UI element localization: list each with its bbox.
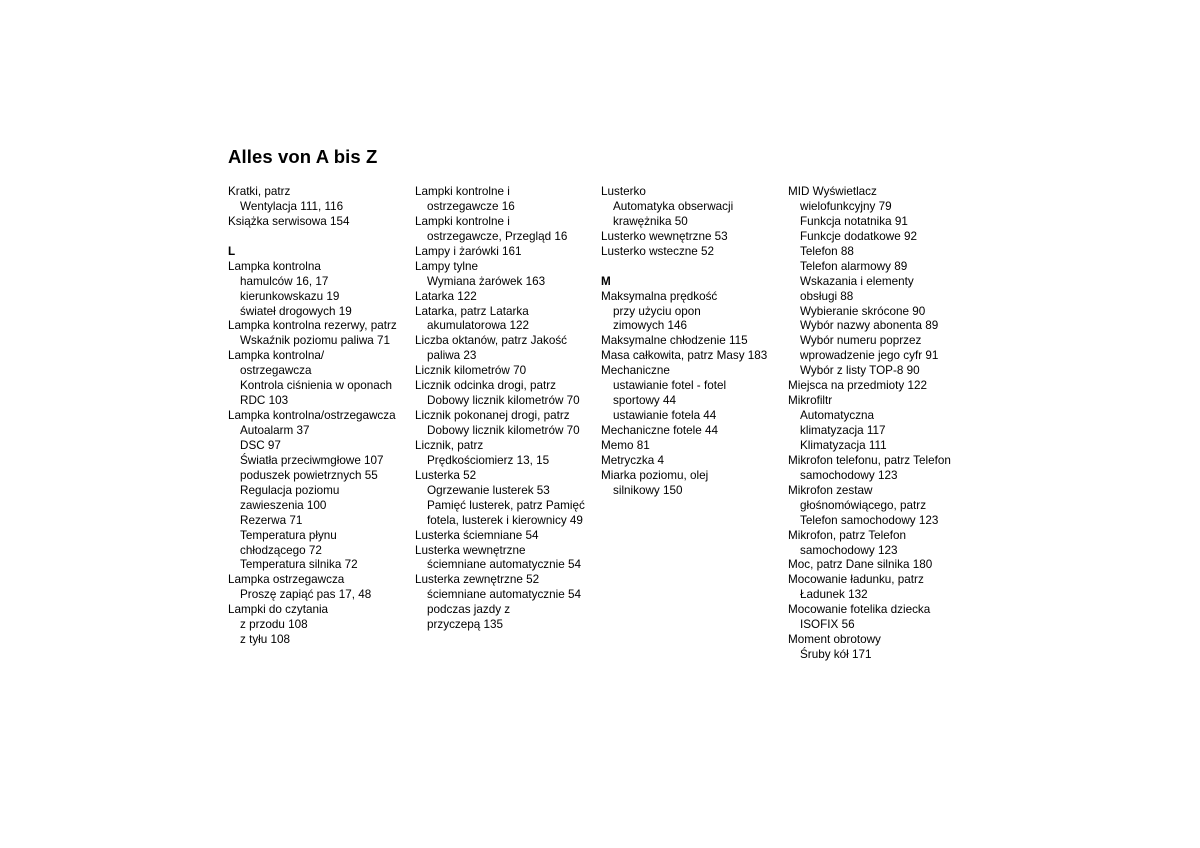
index-entry: Mikrofon telefonu, patrz Telefon	[788, 453, 951, 467]
index-subentry: wprowadzenie jego cyfr 91	[800, 349, 939, 363]
index-subentry: klimatyzacja 117	[800, 424, 886, 437]
index-subentry: Wybór z listy TOP-8 90	[800, 364, 920, 378]
index-subentry: Proszę zapiąć pas 17, 48	[240, 588, 372, 602]
index-entry: Miarka poziomu, olej	[601, 468, 709, 482]
index-entry: Mechaniczne fotele 44	[601, 424, 718, 437]
index-entry: Mocowanie fotelika dziecka	[788, 603, 931, 617]
index-subentry: głośnomówiącego, patrz	[800, 498, 927, 512]
index-entry: Lampki kontrolne i	[415, 214, 510, 228]
index-entry: Mikrofon zestaw	[788, 483, 873, 497]
index-subentry: przyczepą 135	[427, 618, 504, 632]
index-subentry: podczas jazdy z	[427, 603, 511, 617]
index-subentry: RDC 103	[240, 394, 289, 408]
index-subentry: sportowy 44	[613, 394, 677, 408]
index-subentry: samochodowy 123	[800, 468, 898, 482]
index-subentry: Dobowy licznik kilometrów 70	[427, 424, 580, 437]
index-entry: Książka serwisowa 154	[228, 214, 350, 228]
index-column-1	[228, 185, 414, 648]
index-entry: Metryczka 4	[601, 453, 664, 467]
index-entry: Mikrofon, patrz Telefon	[788, 528, 907, 542]
index-subentry: z przodu 108	[240, 618, 308, 632]
index-subentry: Automatyka obserwacji	[613, 199, 734, 213]
index-subentry: silnikowy 150	[613, 483, 683, 497]
index-subentry: Telefon alarmowy 89	[800, 259, 908, 273]
index-subentry: Autoalarm 37	[240, 424, 310, 437]
index-subentry: Funkcja notatnika 91	[800, 214, 908, 228]
index-entry: Lusterka wewnętrzne	[415, 543, 526, 557]
index-subentry: Regulacja poziomu	[240, 483, 340, 497]
index-subentry: poduszek powietrznych 55	[240, 468, 378, 482]
index-subentry: Telefon samochodowy 123	[800, 513, 939, 527]
index-entry: Lusterko wewnętrzne 53	[601, 229, 728, 243]
index-subentry: akumulatorowa 122	[427, 319, 530, 333]
index-entry: Latarka, patrz Latarka	[415, 304, 529, 318]
index-subentry: DSC 97	[240, 438, 281, 452]
index-entry: Mechaniczne	[601, 364, 670, 378]
index-subentry: Śruby kół 171	[800, 648, 872, 662]
index-subentry: Ładunek 132	[800, 588, 868, 602]
index-subentry: paliwa 23	[427, 349, 477, 363]
index-letter-heading: M	[601, 274, 611, 288]
index-entry: Lusterka zewnętrzne 52	[415, 573, 540, 587]
index-subentry: ustawianie fotel - fotel	[613, 379, 727, 393]
index-entry: Liczba oktanów, patrz Jakość	[415, 334, 568, 348]
index-subentry: hamulców 16, 17	[240, 274, 329, 288]
index-entry: Lampka kontrolna rezerwy, patrz	[228, 319, 397, 333]
index-entry: Licznik, patrz	[415, 438, 484, 452]
index-subentry: krawężnika 50	[613, 214, 688, 228]
index-spacer	[228, 230, 414, 245]
index-subentry: ostrzegawcze 16	[427, 199, 515, 213]
index-subentry: Klimatyzacja 111	[800, 438, 887, 452]
index-subentry: Światła przeciwmgłowe 107	[240, 453, 384, 467]
index-entry: Lampy i żarówki 161	[415, 244, 522, 258]
index-subentry: Wymiana żarówek 163	[427, 274, 546, 288]
index-entry: Moc, patrz Dane silnika 180	[788, 558, 933, 572]
index-subentry: Ogrzewanie lusterek 53	[427, 483, 550, 497]
index-subentry: ściemniane automatycznie 54	[427, 588, 581, 602]
index-entry: Memo 81	[601, 438, 650, 452]
index-spacer	[601, 260, 787, 275]
index-subentry: świateł drogowych 19	[240, 304, 352, 318]
page-title: Alles von A bis Z	[228, 146, 378, 167]
index-subentry: ISOFIX 56	[800, 618, 855, 632]
index-entry: Lusterka ściemniane 54	[415, 528, 539, 542]
index-subentry: przy użyciu opon	[613, 304, 701, 318]
index-subentry: kierunkowskazu 19	[240, 289, 340, 303]
index-letter-heading: L	[228, 244, 236, 258]
index-entry: Latarka 122	[415, 289, 477, 303]
index-column-4	[788, 185, 974, 663]
index-entry: Lampki do czytania	[228, 603, 329, 617]
index-subentry: ostrzegawcza	[240, 364, 312, 378]
index-entry: Licznik odcinka drogi, patrz	[415, 379, 556, 393]
index-entry: Miejsca na przedmioty 122	[788, 379, 928, 393]
index-entry: Lampki kontrolne i	[415, 185, 510, 198]
index-subentry: zawieszenia 100	[240, 498, 327, 512]
index-entry: Lampka ostrzegawcza	[228, 573, 345, 587]
index-subentry: Wskaźnik poziomu paliwa 71	[240, 334, 391, 348]
index-column-3	[601, 185, 787, 499]
index-subentry: Automatyczna	[800, 409, 875, 423]
index-subentry: Prędkościomierz 13, 15	[427, 453, 550, 467]
index-entry: Lusterko wsteczne 52	[601, 244, 715, 258]
index-subentry: Wentylacja 111, 116	[240, 199, 344, 213]
index-subentry: obsługi 88	[800, 289, 854, 303]
index-subentry: Rezerwa 71	[240, 513, 303, 527]
index-subentry: zimowych 146	[613, 319, 688, 333]
index-entry: Kratki, patrz	[228, 185, 291, 198]
index-subentry: z tyłu 108	[240, 633, 291, 647]
index-subentry: Pamięć lusterek, patrz Pamięć	[427, 498, 585, 512]
index-entry: Lampka kontrolna	[228, 259, 321, 273]
index-subentry: Wybór nazwy abonenta 89	[800, 319, 939, 333]
index-subentry: Wskazania i elementy	[800, 274, 914, 288]
index-entry: Licznik pokonanej drogi, patrz	[415, 409, 570, 423]
index-entry: MID Wyświetlacz	[788, 185, 877, 198]
index-subentry: ustawianie fotela 44	[613, 409, 717, 423]
index-subentry: Wybieranie skrócone 90	[800, 304, 926, 318]
index-entry: Lampy tylne	[415, 259, 479, 273]
index-entry: Lampka kontrolna/ostrzegawcza	[228, 409, 396, 423]
index-entry: Maksymalna prędkość	[601, 289, 718, 303]
index-subentry: Telefon 88	[800, 244, 854, 258]
index-entry: Lusterka 52	[415, 468, 477, 482]
index-subentry: Wybór numeru poprzez	[800, 334, 922, 348]
index-entry: Lusterko	[601, 185, 646, 198]
index-entry: Maksymalne chłodzenie 115	[601, 334, 748, 348]
index-subentry: ostrzegawcze, Przegląd 16	[427, 229, 568, 243]
index-subentry: Temperatura płynu	[240, 528, 337, 542]
index-subentry: chłodzącego 72	[240, 543, 322, 557]
index-entry: Lampka kontrolna/	[228, 349, 325, 363]
index-subentry: Funkcje dodatkowe 92	[800, 229, 917, 243]
index-entry: Moment obrotowy	[788, 633, 881, 647]
index-entry: Licznik kilometrów 70	[415, 364, 527, 378]
index-subentry: Dobowy licznik kilometrów 70	[427, 394, 580, 408]
index-entry: Mocowanie ładunku, patrz	[788, 573, 924, 587]
index-subentry: samochodowy 123	[800, 543, 898, 557]
index-entry: Mikrofiltr	[788, 394, 833, 408]
index-column-2	[415, 185, 601, 633]
index-subentry: fotela, lusterek i kierownicy 49	[427, 513, 583, 527]
index-entry: Masa całkowita, patrz Masy 183	[601, 349, 768, 363]
index-subentry: ściemniane automatycznie 54	[427, 558, 581, 572]
index-subentry: Kontrola ciśnienia w oponach	[240, 379, 393, 393]
index-subentry: wielofunkcyjny 79	[800, 199, 892, 213]
index-subentry: Temperatura silnika 72	[240, 558, 358, 572]
